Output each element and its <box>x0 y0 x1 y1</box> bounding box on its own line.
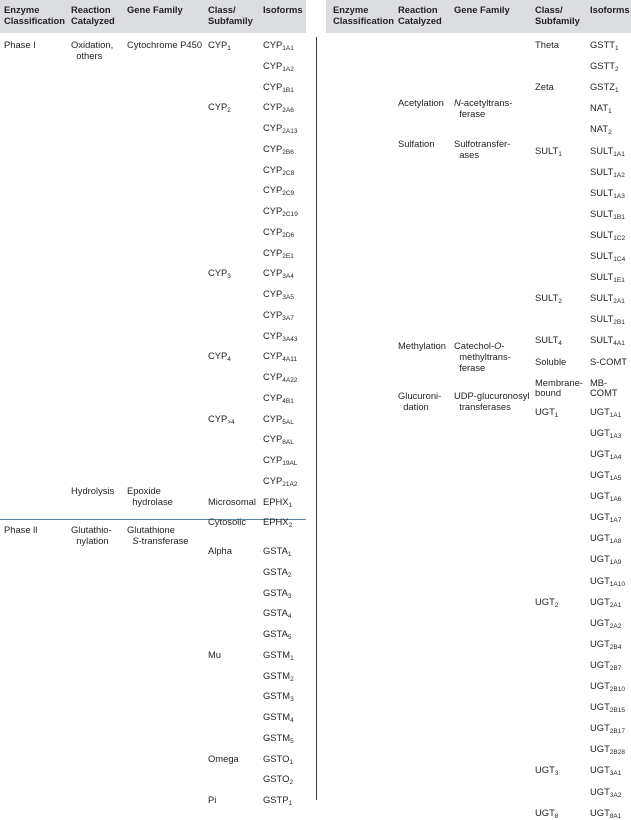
right-row-isoform: $GSTT_1$ <box>590 39 619 52</box>
left-row-isoform: $GSTA_4$ <box>263 607 292 621</box>
family-sulfotransferases: Sulfotransfer- ases <box>454 138 511 160</box>
left-row-subfamily: Alpha <box>208 545 232 556</box>
right-row-isoform: $NAT_2$ <box>590 123 612 137</box>
left-row-isoform: $CYP_{2D6}$ <box>263 225 295 239</box>
right-row-isoform: $UGT_{1A10}$ <box>590 574 625 588</box>
right-row-subfamily: $UGT_3$ <box>535 764 559 778</box>
header-class-subfamily: Class/ Subfamily <box>208 4 253 26</box>
left-row-isoform: $GSTM_2$ <box>263 669 294 683</box>
right-row-isoform: $UGT_{1A4}$ <box>590 447 622 461</box>
left-row-isoform: $CYP_{2C19}$ <box>263 205 298 218</box>
right-row-isoform: $SULT_{2A1}$ <box>590 292 625 306</box>
reaction-sulfation: Sulfation <box>398 138 435 149</box>
left-row-isoform: $GSTP_1$ <box>263 794 293 807</box>
right-row-isoform: $UGT_{1A1}$ <box>590 405 622 419</box>
phase-1-label: Phase I <box>4 39 36 50</box>
phase-divider <box>0 519 306 520</box>
right-row-isoform: $UGT_{1A6}$ <box>590 490 622 504</box>
family-glutathione-s-transferase: Glutathione S-transferase <box>127 524 189 546</box>
family-cytochrome-p450: Cytochrome P450 <box>127 39 203 50</box>
left-row-isoform: $GSTM_5$ <box>263 731 294 745</box>
right-row-isoform: $UGT_{2B28}$ <box>590 743 625 757</box>
left-row-isoform: $CYP_{4A22}$ <box>263 371 298 384</box>
header-gene-family-right: Gene Family <box>454 4 510 15</box>
left-row-isoform: $GSTM_4$ <box>263 711 294 724</box>
right-row-isoform: $UGT_{2B4}$ <box>590 637 622 651</box>
left-row-isoform: $GSTA_2$ <box>263 565 292 579</box>
left-row-isoform: $CYP_{2A13}$ <box>263 122 298 135</box>
right-row-subfamily: $SULT_2$ <box>535 292 562 306</box>
right-row-isoform: $UGT_{2A2}$ <box>590 616 622 630</box>
right-row-isoform: $SULT_{1C2}$ <box>590 228 626 242</box>
left-row-isoform: $GSTM_1$ <box>263 648 294 662</box>
right-row-isoform: $UGT_{1A5}$ <box>590 469 622 482</box>
left-row-subfamily: $CYP_{>4}$ <box>208 412 235 426</box>
right-row-isoform: $SULT_{1C4}$ <box>590 250 626 263</box>
header-class-subfamily-right: Class/ Subfamily <box>535 4 580 26</box>
reaction-hydrolysis: Hydrolysis <box>71 485 115 496</box>
family-catechol-o-methyltransferase: Catechol-O- methyltrans- ferase <box>454 340 511 373</box>
family-n-acetyltransferase: N-acetyltrans- ferase <box>454 97 513 119</box>
left-row-isoform: $CYP_{19AL}$ <box>263 454 298 467</box>
right-row-subfamily: Theta <box>535 39 559 50</box>
header-isoforms: Isoforms <box>263 4 303 15</box>
left-row-isoform: $CYP_{3A43}$ <box>263 329 298 343</box>
right-row-isoform: $UGT_{1A9}$ <box>590 553 622 567</box>
left-row-subfamily: Omega <box>208 752 239 764</box>
right-row-subfamily: $UGT_2$ <box>535 595 559 609</box>
left-row-subfamily: Microsomal <box>208 495 256 507</box>
left-row-isoform: $CYP_{2C9}$ <box>263 184 295 198</box>
header-isoforms-right: Isoforms <box>590 4 630 15</box>
left-row-isoform: $CYP_{4A11}$ <box>263 350 297 364</box>
right-row-subfamily: $UGT_1$ <box>535 405 559 419</box>
family-udp-glucuronosyl-transferases: UDP-glucuronosyl transferases <box>454 390 530 412</box>
left-row-isoform: $GSTA_1$ <box>263 545 292 558</box>
left-row-isoform: $CYP_{21A2}$ <box>263 474 298 488</box>
right-row-subfamily: $UGT_8$ <box>535 806 559 820</box>
right-row-subfamily: Soluble <box>535 355 567 367</box>
right-row-isoform: $SULT_{1A1}$ <box>590 144 625 158</box>
left-row-isoform: $GSTM_3$ <box>263 690 294 704</box>
left-row-isoform: $GSTO_2$ <box>263 773 294 787</box>
header-enzyme-classification: Enzyme Classification <box>4 4 65 26</box>
left-row-isoform: $CYP_{3A4}$ <box>263 267 294 281</box>
left-row-isoform: $EPHX_2$ <box>263 516 293 530</box>
right-row-isoform: $SULT_{1B1}$ <box>590 207 625 221</box>
left-row-isoform: $GSTA_5$ <box>263 628 292 641</box>
right-row-isoform: $UGT_{3A2}$ <box>590 785 622 799</box>
right-row-isoform: $UGT_{2B7}$ <box>590 658 622 672</box>
left-row-isoform: $CYP_{5AL}$ <box>263 412 294 426</box>
header-enzyme-classification-right: Enzyme Classification <box>333 4 394 26</box>
right-row-isoform: $UGT_{3A1}$ <box>590 764 622 778</box>
left-row-isoform: $GSTA_3$ <box>263 586 292 600</box>
right-row-isoform: $UGT_{2A1}$ <box>590 595 622 609</box>
right-row-isoform: $SULT_{2B1}$ <box>590 313 625 327</box>
left-row-isoform: $GSTO_1$ <box>263 752 294 766</box>
reaction-oxidation: Oxidation, others <box>71 39 114 61</box>
left-row-isoform: $CYP_{2B6}$ <box>263 142 294 156</box>
header-reaction-catalyzed-right: Reaction Catalyzed <box>398 4 442 26</box>
reaction-glucuronidation: Glucuroni- dation <box>398 390 442 412</box>
left-row-isoform: $CYP_{1B1}$ <box>263 80 294 94</box>
left-row-isoform: $EPHX_1$ <box>263 495 293 509</box>
right-row-isoform: $SULT_{4A1}$ <box>590 334 625 348</box>
left-row-isoform: $CYP_{2A6}$ <box>263 101 294 115</box>
column-divider <box>316 37 317 800</box>
left-row-isoform: $CYP_{2E1}$ <box>263 246 294 260</box>
right-row-isoform: $UGT_{8A1}$ <box>590 806 622 820</box>
left-row-isoform: $CYP_{3A7}$ <box>263 308 294 322</box>
right-row-subfamily: $SULT_4$ <box>535 334 562 348</box>
right-row-isoform: $SULT_{1A3}$ <box>590 186 625 200</box>
right-row-isoform: $UGT_{2B15}$ <box>590 701 625 715</box>
right-row-isoform: $SULT_{1E1}$ <box>590 271 625 285</box>
left-row-isoform: $CYP_{1A2}$ <box>263 59 294 73</box>
right-row-subfamily: Zeta <box>535 81 554 93</box>
right-row-isoform: $UGT_{1A7}$ <box>590 511 622 525</box>
left-row-subfamily: $CYP_3$ <box>208 267 231 281</box>
right-row-isoform: MB- COMT <box>590 376 618 399</box>
left-row-subfamily: Pi <box>208 794 217 805</box>
left-row-subfamily: $CYP_1$ <box>208 39 231 52</box>
right-row-isoform: S-COMT <box>590 355 627 367</box>
left-row-subfamily: $CYP_2$ <box>208 101 231 115</box>
left-row-isoform: $CYP_{8AL}$ <box>263 433 294 447</box>
left-row-isoform: $CYP_{1A1}$ <box>263 39 294 52</box>
reaction-acetylation: Acetylation <box>398 97 444 108</box>
phase-2-label: Phase ll <box>4 524 38 535</box>
right-row-isoform: $UGT_{2B17}$ <box>590 722 625 736</box>
right-row-subfamily: Membrane- bound <box>535 376 583 399</box>
right-row-isoform: $UGT_{1A8}$ <box>590 532 622 546</box>
left-row-isoform: $CYP_{4B1}$ <box>263 391 294 405</box>
left-row-subfamily: Mu <box>208 648 222 660</box>
right-row-isoform: $SULT_{1A2}$ <box>590 165 625 179</box>
family-epoxide-hydrolase: Epoxide hydrolase <box>127 485 173 507</box>
right-row-isoform: $GSTZ_1$ <box>590 81 619 95</box>
right-row-subfamily: $SULT_1$ <box>535 144 562 158</box>
header-reaction-catalyzed: Reaction Catalyzed <box>71 4 115 26</box>
reaction-glutathionylation: Glutathio- nylation <box>71 524 112 546</box>
right-row-isoform: $UGT_{1A3}$ <box>590 426 622 440</box>
header-gene-family: Gene Family <box>127 4 183 15</box>
left-row-subfamily: Cytosolic <box>208 516 247 528</box>
right-row-isoform: $NAT_1$ <box>590 102 612 116</box>
right-row-isoform: $GSTT_2$ <box>590 60 619 74</box>
left-row-isoform: $CYP_{2C8}$ <box>263 163 295 177</box>
left-row-isoform: $CYP_{3A5}$ <box>263 288 294 301</box>
right-row-isoform: $UGT_{2B10}$ <box>590 680 625 693</box>
left-row-subfamily: $CYP_4$ <box>208 350 231 364</box>
reaction-methylation: Methylation <box>398 340 446 351</box>
